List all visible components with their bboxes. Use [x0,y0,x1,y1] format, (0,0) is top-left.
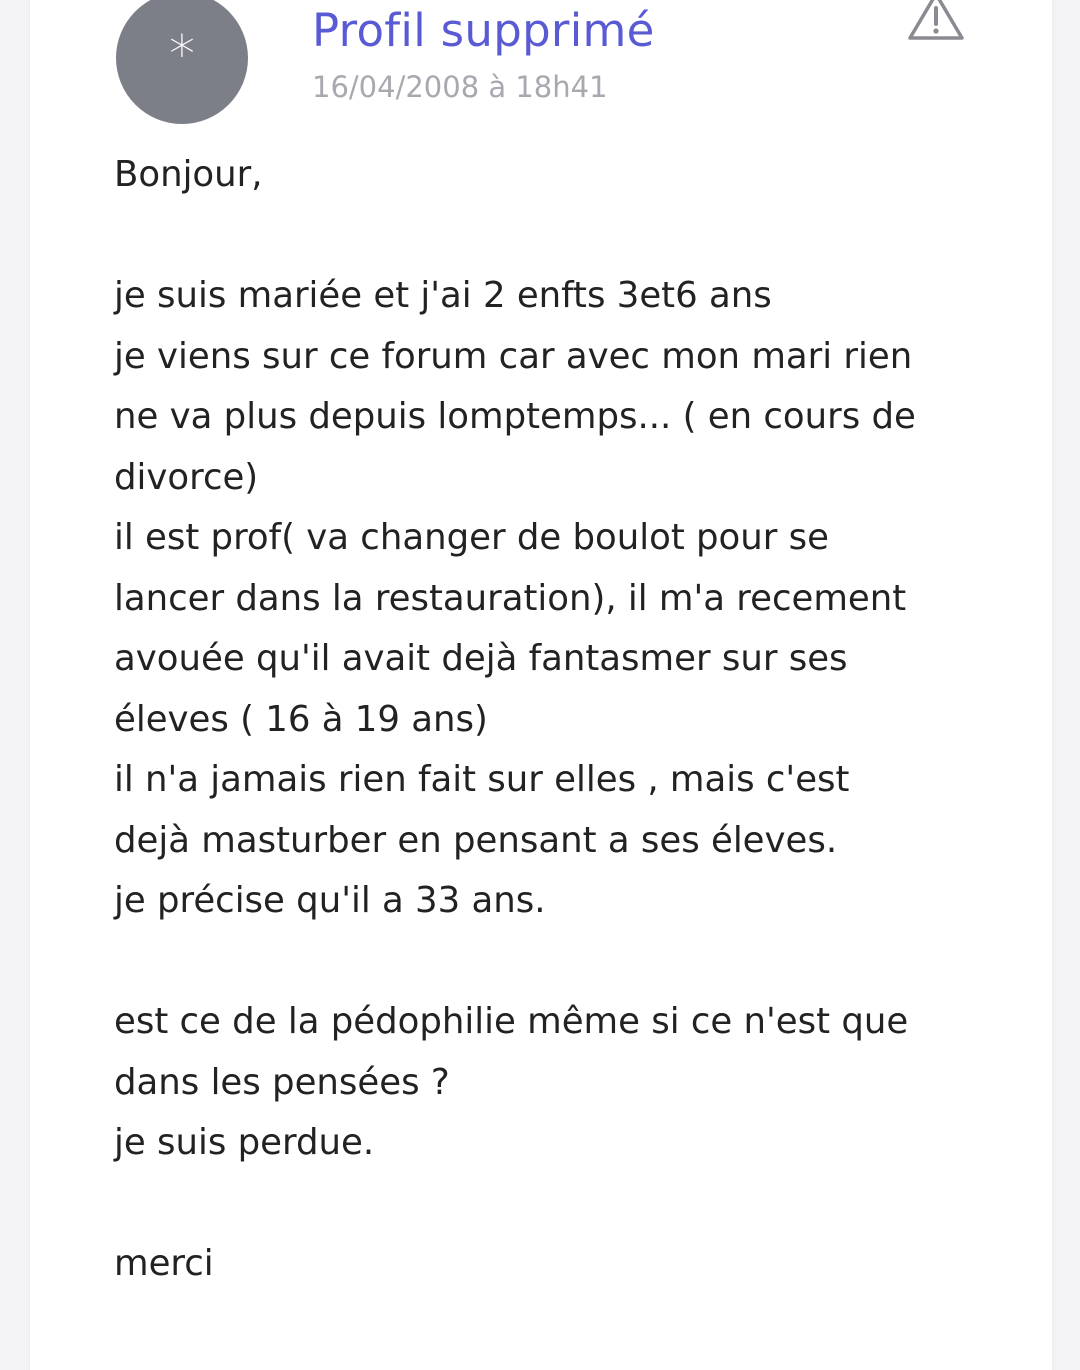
post-line: je suis perdue. [114,1122,375,1163]
post-line: Bonjour, [114,154,263,195]
post-line: ne va plus depuis lomptemps... ( en cours de [114,396,916,437]
post-line: il est prof( va changer de boulot pour se [114,517,829,558]
post-line: merci [114,1243,214,1284]
post-line [114,932,994,993]
post-line: avouée qu'il avait dejà fantasmer sur ses [114,638,848,679]
post-line: éleves ( 16 à 19 ans) [114,698,488,740]
post-line: est ce de la pédophilie même si ce n'est que [114,1001,909,1042]
post-date: 16/04/2008 à 18h41 [312,70,608,104]
post-line [114,1174,994,1235]
post-line: divorce) [114,456,259,498]
post-line [114,206,994,267]
post-line: dans les pensées ? [114,1061,450,1103]
warning-triangle-icon[interactable] [906,0,966,42]
post-body [114,145,994,1295]
post-line: lancer dans la restauration), il m'a recement [114,577,907,619]
avatar-glyph: * [169,25,195,85]
post-line: je viens sur ce forum car avec mon mari rien [114,335,913,377]
avatar[interactable] [116,0,248,124]
post-line: je suis mariée et j'ai 2 enfts 3et6 ans [114,275,772,316]
post-line: il n'a jamais rien fait sur elles , mais c'est [114,759,850,800]
forum-post-card [30,0,1052,1370]
post-line: dejà masturber en pensant a ses éleves. [114,819,838,861]
post-line: je précise qu'il a 33 ans. [114,880,546,921]
author-name-link[interactable]: Profil supprimé [312,4,655,57]
